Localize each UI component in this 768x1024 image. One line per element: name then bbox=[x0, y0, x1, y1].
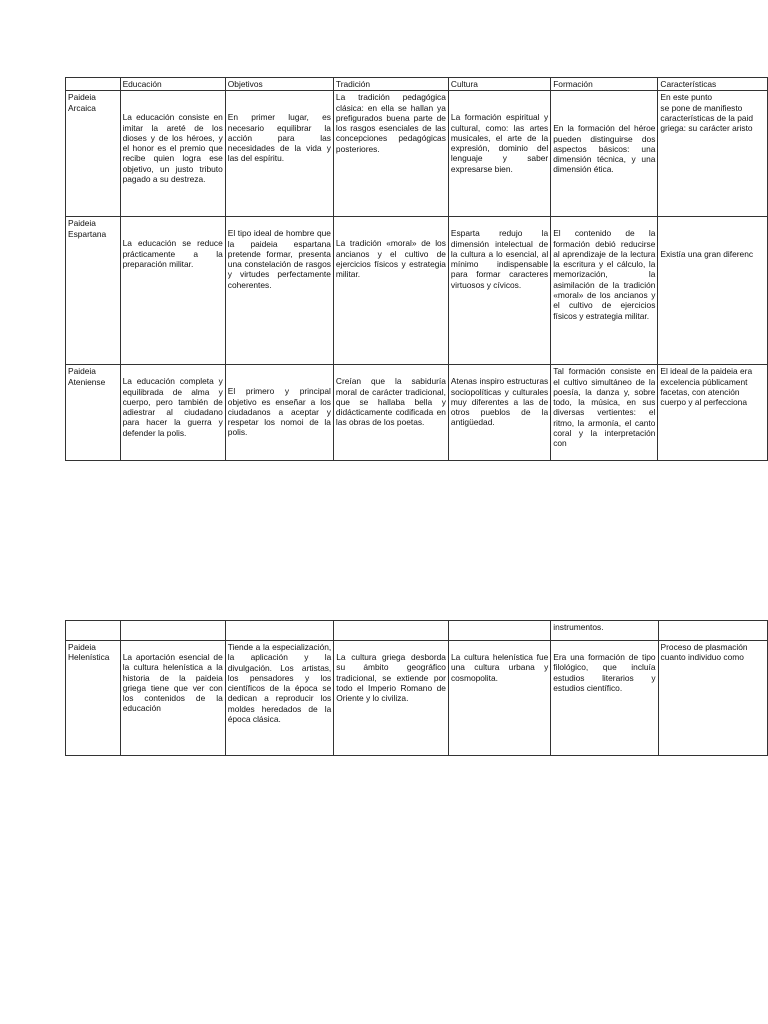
cell-line: Existía una gran diferenc bbox=[660, 249, 754, 260]
cell-cultura bbox=[448, 641, 550, 756]
cell-line: se pone de manifiesto bbox=[660, 102, 743, 113]
cell-text: Tal formación consiste en el cultivo simultáneo de la poesía, la danza y, sobre todo, la música, en sus diversas vertientes: el ritmo, la armonía, el canto coral y la interpretación con bbox=[553, 366, 656, 449]
cell-text: La aportación esencial de la cultura helenística a la historia de la paideia griega tiene que ver con los contenidos de la educación bbox=[122, 652, 223, 714]
cell-line: griega: su carácter aristo bbox=[660, 123, 753, 134]
cell-text: Atenas inspiro estructuras sociopolíticas y culturales muy diferentes a las de otros pueblos de la antigüedad. bbox=[450, 376, 549, 428]
cell-caracteristicas bbox=[658, 365, 768, 461]
cell-formacion: instrumentos. bbox=[551, 621, 658, 641]
table-row-arcaica bbox=[66, 91, 768, 217]
cell-text: La educación completa y equilibrada de alma y cuerpo, pero también de adiestrar al ciudadano para hacer la guerra y defender la polis. bbox=[122, 376, 223, 438]
cell-empty bbox=[66, 621, 121, 641]
cell-objetivos bbox=[225, 91, 333, 217]
cell-caracteristicas bbox=[658, 641, 767, 756]
header-tradicion: Tradición bbox=[333, 78, 448, 91]
cell-text: La cultura helenística fue una cultura urbana y cosmopolita. bbox=[450, 652, 549, 683]
cell-tradicion bbox=[334, 641, 449, 756]
cell-line: cuerpo y al perfecciona bbox=[660, 397, 747, 408]
table-row-continuation bbox=[66, 621, 768, 641]
row-label: Paideia Arcaica bbox=[66, 91, 121, 217]
cell-objetivos: Tiende a la especialización, la aplicación y la divulgación. Los artistas, los pensadores y los científicos de la época se dedican a reproducir los moldes heredados de la época clásica. bbox=[225, 641, 334, 756]
cell-text: El contenido de la formación debió reducirse al aprendizaje de la lectura la escritura y el cálculo, la memorización, la asimilación de la tradición «moral» de los ancianos y el cultivo de ejercicios físicos y estrategia militar. bbox=[553, 228, 656, 321]
header-caracteristicas: Características bbox=[658, 78, 768, 91]
cell-educacion bbox=[120, 217, 225, 365]
row-label: Paideia Helenística bbox=[66, 641, 121, 756]
paideia-table-page-1 bbox=[65, 77, 768, 461]
cell-text: La educación consiste en imitar la areté de los dioses y de los héroes, y el honor es el premio que recibe quien logra ese objetivo, un justo tributo pagado a su destreza. bbox=[122, 112, 223, 185]
cell-text: Era una formación de tipo filológico, que incluía estudios literarios y estudios científico. bbox=[553, 652, 656, 693]
cell-caracteristicas bbox=[658, 217, 768, 365]
header-row bbox=[66, 78, 768, 91]
cell-text: Esparta redujo la dimensión intelectual de la cultura a lo esencial, al mínimo indispensable para formar caracteres virtuosos y cívicos. bbox=[450, 228, 549, 290]
paideia-table-page-2 bbox=[65, 620, 768, 756]
header-educacion: Educación bbox=[120, 78, 225, 91]
cell-educacion bbox=[120, 91, 225, 217]
cell-text: El primero y principal objetivo es enseñar a los ciudadanos a aceptar y respetar los nomoi de la polis. bbox=[227, 386, 331, 438]
table-row-ateniense bbox=[66, 365, 768, 461]
cell-text: El tipo ideal de hombre que la paideia espartana pretende formar, presenta una constelación de rasgos y virtudes perfectamente coherentes. bbox=[227, 228, 331, 290]
cell-line: excelencia públicament bbox=[660, 376, 748, 387]
cell-text: La cultura griega desborda su ámbito geográfico tradicional, se extiende por todo el Imperio Romano de Oriente y lo civiliza. bbox=[336, 652, 446, 704]
cell-text: En primer lugar, es necesario equilibrar la acción para las necesidades de la vida y las del espíritu. bbox=[227, 112, 331, 164]
cell-text: Creían que la sabiduría moral de carácter tradicional, que se hallaba bella y didácticamente codificada en las obras de los poetas. bbox=[335, 376, 446, 428]
header-cultura: Cultura bbox=[448, 78, 550, 91]
cell-empty bbox=[448, 621, 550, 641]
cell-educacion bbox=[120, 641, 225, 756]
table-row-helenistica bbox=[66, 641, 768, 756]
cell-line: facetas, con atención bbox=[660, 386, 740, 397]
cell-empty bbox=[658, 621, 767, 641]
header-objetivos: Objetivos bbox=[225, 78, 333, 91]
cell-cultura bbox=[448, 91, 550, 217]
cell-text: En la formación del héroe pueden distinguirse dos aspectos básicos: una dimensión técnica, y una dimensión ética. bbox=[553, 123, 656, 175]
cell-caracteristicas bbox=[658, 91, 768, 217]
cell-formacion bbox=[551, 91, 658, 217]
cell-empty bbox=[334, 621, 449, 641]
cell-objetivos bbox=[225, 365, 333, 461]
cell-line: En este punto bbox=[660, 92, 713, 103]
cell-tradicion: La tradición pedagógica clásica: en ella se hallan ya prefigurados buena parte de los rasgos esenciales de las concepciones pedagógicas posteriores. bbox=[333, 91, 448, 217]
cell-text: La tradición «moral» de los ancianos y el cultivo de ejercicios físicos y estrategia militar. bbox=[335, 238, 446, 280]
cell-line: El ideal de la paideia era bbox=[660, 366, 753, 377]
cell-tradicion bbox=[333, 365, 448, 461]
cell-text: La formación espiritual y cultural, como: las artes musicales, el arte de la expresión, dominio del lenguaje y saber expresarse bien. bbox=[450, 112, 549, 174]
cell-cultura bbox=[448, 217, 550, 365]
cell-text: La educación se reduce prácticamente a la preparación militar. bbox=[122, 238, 223, 269]
table-row-espartana bbox=[66, 217, 768, 365]
cell-educacion bbox=[120, 365, 225, 461]
cell-line: características de la paid bbox=[660, 112, 754, 123]
header-formacion: Formación bbox=[551, 78, 658, 91]
cell-empty bbox=[225, 621, 334, 641]
cell-cultura bbox=[448, 365, 550, 461]
cell-objetivos bbox=[225, 217, 333, 365]
cell-empty bbox=[120, 621, 225, 641]
cell-tradicion bbox=[333, 217, 448, 365]
cell-formacion bbox=[551, 365, 658, 461]
cell-line: cuanto individuo como bbox=[660, 652, 744, 663]
header-corner bbox=[66, 78, 121, 91]
row-label: Paideia Ateniense bbox=[66, 365, 121, 461]
cell-line: Proceso de plasmación bbox=[660, 642, 748, 652]
row-label: Paideia Espartana bbox=[66, 217, 121, 365]
cell-formacion bbox=[551, 641, 658, 756]
cell-formacion bbox=[551, 217, 658, 365]
